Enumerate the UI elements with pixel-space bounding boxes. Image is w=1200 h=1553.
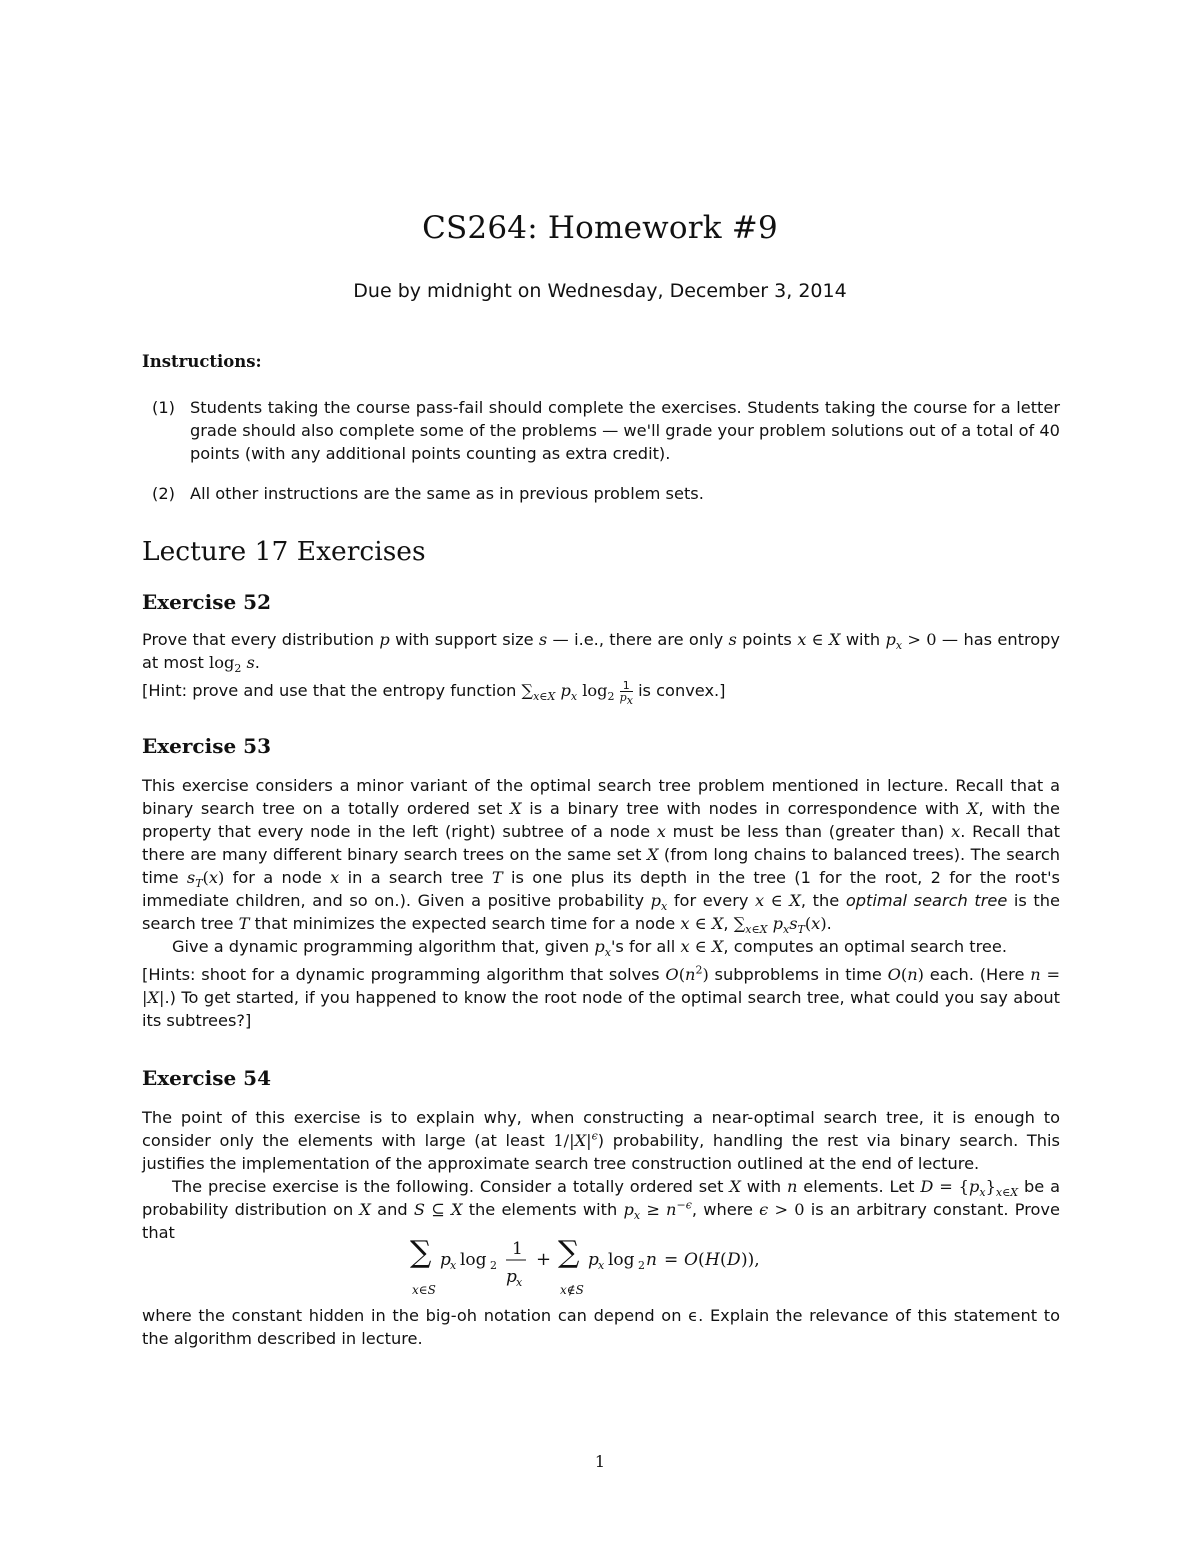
svg-text:p: p [440, 1250, 451, 1270]
instruction-number: (2) [152, 484, 175, 503]
svg-text:(: ( [698, 1250, 705, 1270]
svg-text:x: x [450, 1259, 457, 1272]
instruction-text: All other instructions are the same as in previous problem sets. [190, 484, 704, 503]
svg-text:O: O [684, 1250, 698, 1270]
section-heading: Lecture 17 Exercises [142, 536, 426, 567]
svg-text:p: p [506, 1267, 517, 1287]
sum-symbol: ∑ [558, 1235, 580, 1270]
exercise-heading: Exercise 54 [142, 1066, 271, 1090]
svg-text:x: x [598, 1259, 605, 1272]
svg-text:log: log [460, 1250, 487, 1270]
sum-symbol: ∑ [410, 1235, 432, 1270]
svg-text:x: x [516, 1276, 523, 1289]
exercise-task: The precise exercise is the following. Consider a totally ordered set X with n elements. Let $D = \{p_x\}_{x\in X}$ be a probability distribution on X and S ⊆ X the elements with $p_x \ge n^{-\epsilon}$, where ϵ > 0 is an arbitrary constant. Prove that [142, 1177, 1060, 1242]
exercise-hint: [Hints: shoot for a dynamic programming algorithm that solves $O(n^2)$ subproblems in time O(n) each. (Here n = |X|.) To get started, if you happened to know the root node of the optimal search tree, what could you say about its subtrees?] [142, 963, 1061, 1030]
svg-text:2: 2 [638, 1259, 645, 1272]
page-number: 1 [594, 1452, 606, 1471]
svg-text:H: H [705, 1250, 720, 1270]
exercise-closing: where the constant hidden in the big-oh notation can depend on ϵ. Explain the relevance of this statement to the algorithm described in lecture. [142, 1306, 1060, 1348]
instruction-number: (1) [152, 398, 175, 417]
svg-text:=: = [664, 1250, 679, 1270]
svg-text:p: p [588, 1250, 599, 1270]
exercise-task: Give a dynamic programming algorithm that, given $p_x's$ for all x ∈ X, computes an optimal search tree. [172, 937, 1007, 960]
svg-text:D: D [727, 1250, 741, 1270]
instructions-heading: Instructions: [142, 352, 262, 371]
svg-text:2: 2 [490, 1259, 497, 1272]
exercise-statement: Prove that every distribution p with support size s — i.e., there are only s points x ∈ X with $p_x > 0$ — has entropy at most $\log_2 s$. [142, 630, 1060, 676]
exercise-hint: [Hint: prove and use that the entropy function $\sum_{x\in X}$ $p_x$ $\log_2$ $\frac{1}{p_x}$ is convex.] [142, 679, 726, 708]
instruction-item [142, 482, 1060, 505]
svg-text:x∈S: x∈S [412, 1283, 436, 1297]
svg-text:1: 1 [512, 1239, 523, 1259]
instruction-text: Students taking the course pass-fail should complete the exercises. Students taking the course for a letter grade should also complete some of the problems — we'll grade your problem solutions out of a total of 40 points (with any additional points counting as extra credit). [190, 398, 1060, 463]
exercise-statement: This exercise considers a minor variant of the optimal search tree problem mentioned in lecture. Recall that a binary search tree on a totally ordered set X is a binary tree with nodes in correspondence with X, with the property that every node in the left (right) subtree of a node x must be less than (greater than) x. Recall that there are many different binary search trees on the same set X (from long chains to balanced trees). The search time $s_T(x)$ for a node x in a search tree T is one plus its depth in the tree (1 for the root, 2 for the root's immediate children, and so on.). Given a positive probability $p_x$ for every x ∈ X, the optimal search tree is the search tree T that minimizes the expected search time for a node x ∈ X, $\sum_{x\in X}$ $p_xs_T(x)$. [142, 776, 1061, 937]
exercise-statement: The point of this exercise is to explain why, when constructing a near-optimal search tree, it is enough to consider only the elements with large (at least $1/|X|^\epsilon$) probability, handling the rest via binary search. This justifies the implementation of the approximate search tree construction outlined at the end of lecture. [142, 1108, 1060, 1173]
exercise-body [142, 774, 1060, 1032]
svg-text:x∉S: x∉S [560, 1283, 584, 1297]
display-equation [410, 1232, 810, 1302]
page-title: CS264: Homework #9 [422, 210, 778, 246]
exercise-heading: Exercise 53 [142, 734, 271, 758]
svg-text:+: + [536, 1249, 552, 1270]
exercise-heading: Exercise 52 [142, 590, 271, 614]
exercise-body [142, 628, 1060, 708]
svg-text:log: log [608, 1250, 635, 1270]
svg-text:)),: )), [741, 1250, 760, 1270]
due-date: Due by midnight on Wednesday, December 3, 2014 [353, 280, 847, 302]
svg-text:n: n [646, 1250, 657, 1270]
instruction-item [142, 396, 1060, 465]
svg-text:(: ( [720, 1250, 727, 1270]
exercise-body [142, 1106, 1060, 1244]
